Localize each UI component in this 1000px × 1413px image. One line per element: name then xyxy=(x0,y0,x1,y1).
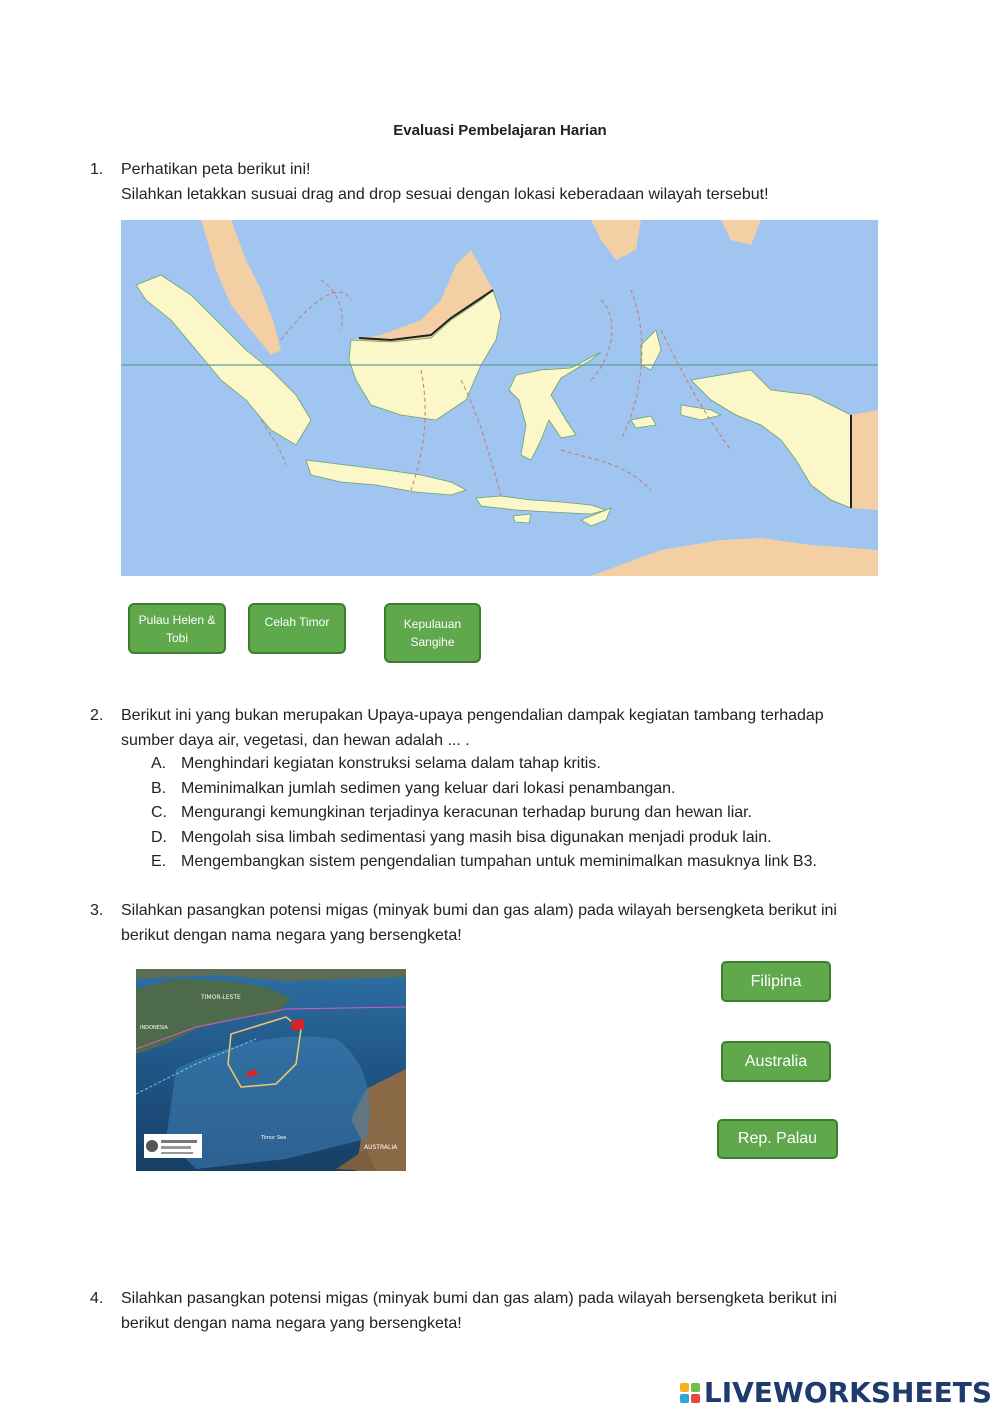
option-text: Mengolah sisa limbah sedimentasi yang masih bisa digunakan menjadi produk lain. xyxy=(181,828,772,846)
drag-button-filipina[interactable]: Filipina xyxy=(721,961,831,1002)
liveworksheets-logo-icon xyxy=(680,1383,700,1403)
liveworksheets-logo-text: LIVEWORKSHEETS xyxy=(703,1376,992,1409)
option-text: Meminimalkan jumlah sedimen yang keluar dari lokasi penambangan. xyxy=(181,779,676,797)
question-3-number: 3. xyxy=(90,902,104,919)
question-2-options xyxy=(151,752,817,875)
question-2-line-2: sumber daya air, vegetasi, dan hewan adalah ... . xyxy=(121,731,470,749)
question-4-number: 4. xyxy=(90,1290,104,1307)
option-text: Menghindari kegiatan konstruksi selama dalam tahap kritis. xyxy=(181,755,601,772)
question-1-line-1: Perhatikan peta berikut ini! xyxy=(121,161,311,178)
question-4-line-2: berikut dengan nama negara yang bersengketa! xyxy=(121,1314,462,1332)
question-2-number: 2. xyxy=(90,707,104,724)
page-title: Evaluasi Pembelajaran Harian xyxy=(393,122,607,139)
indonesia-map xyxy=(121,220,878,576)
option-b[interactable] xyxy=(151,777,817,802)
liveworksheets-logo xyxy=(680,1376,992,1409)
drag-button-rep-palau[interactable]: Rep. Palau xyxy=(717,1119,838,1159)
drag-button-australia[interactable]: Australia xyxy=(721,1041,831,1082)
question-4-text xyxy=(121,1287,881,1336)
question-1-number: 1. xyxy=(90,161,104,178)
drag-button-pulau-helen-tobi[interactable]: Pulau Helen & Tobi xyxy=(128,603,226,654)
option-text: Mengembangkan sistem pengendalian tumpahan untuk meminimalkan masuknya link B3. xyxy=(181,853,817,870)
option-e[interactable] xyxy=(151,850,817,875)
option-letter: B. xyxy=(151,779,167,797)
option-a[interactable] xyxy=(151,752,817,777)
map-label-timor-sea: Timor Sea xyxy=(261,1135,287,1141)
question-3-text xyxy=(121,899,881,948)
question-3-line-1: Silahkan pasangkan potensi migas (minyak bumi dan gas alam) pada wilayah bersengketa berikut ini xyxy=(121,902,837,919)
option-text: Mengurangi kemungkinan terjadinya keracunan terhadap burung dan hewan liar. xyxy=(181,804,753,821)
option-letter: E. xyxy=(151,853,167,870)
question-2-line-1: Berikut ini yang bukan merupakan Upaya-upaya pengendalian dampak kegiatan tambang terhadap xyxy=(121,707,824,724)
option-letter: C. xyxy=(151,804,167,821)
question-1-text xyxy=(121,158,881,207)
option-letter: D. xyxy=(151,828,167,846)
map-label-indonesia: INDONESIA xyxy=(140,1025,168,1031)
option-d[interactable] xyxy=(151,826,817,851)
drag-button-kepulauan-sangihe[interactable]: Kepulauan Sangihe xyxy=(384,603,481,663)
map-label-australia: AUSTRALIA xyxy=(364,1144,398,1151)
timor-sea-map xyxy=(136,969,406,1171)
option-c[interactable] xyxy=(151,801,817,826)
drag-button-celah-timor[interactable]: Celah Timor xyxy=(248,603,346,654)
question-1-line-2: Silahkan letakkan susuai drag and drop sesuai dengan lokasi keberadaan wilayah tersebut! xyxy=(121,185,769,203)
question-4-line-1: Silahkan pasangkan potensi migas (minyak bumi dan gas alam) pada wilayah bersengketa berikut ini xyxy=(121,1290,837,1307)
question-3-line-2: berikut dengan nama negara yang bersengketa! xyxy=(121,926,462,944)
question-2-text xyxy=(121,704,881,753)
option-letter: A. xyxy=(151,755,167,772)
map-label-timor-leste: TIMOR-LESTE xyxy=(201,994,241,1001)
